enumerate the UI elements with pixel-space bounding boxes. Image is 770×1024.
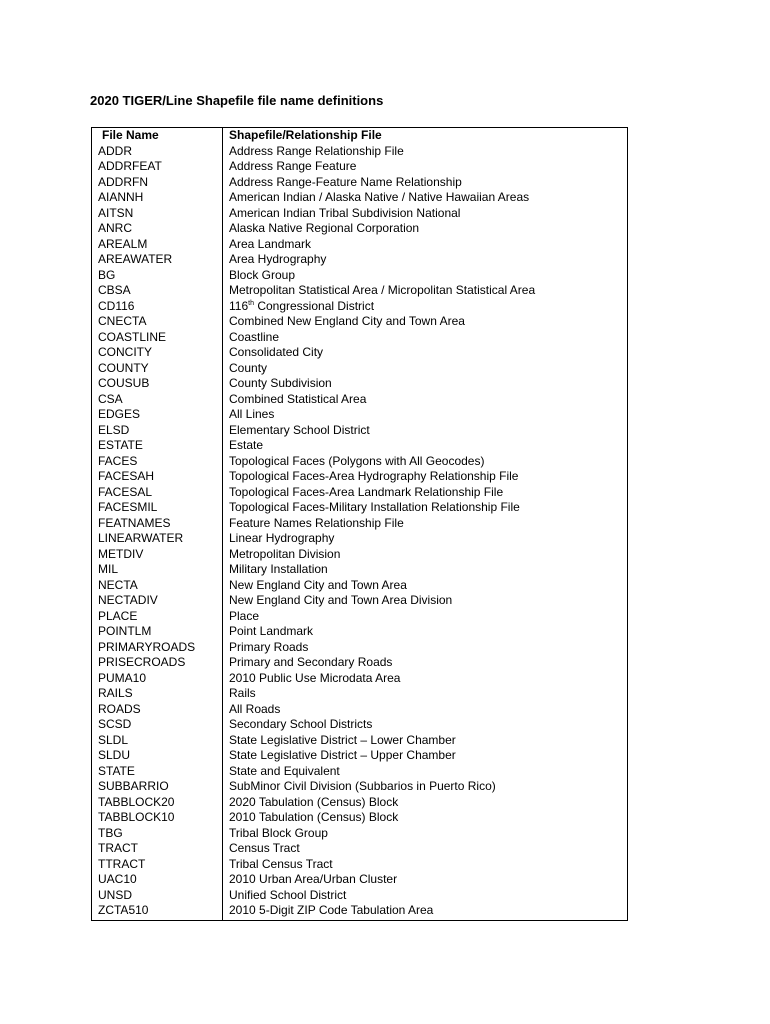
header-shapefile: Shapefile/Relationship File bbox=[229, 128, 382, 142]
description-cell: Tribal Block Group bbox=[229, 825, 328, 840]
description-cell: Metropolitan Division bbox=[229, 546, 341, 561]
file-name-cell: AIANNH bbox=[92, 190, 223, 206]
description-cell: 2010 Urban Area/Urban Cluster bbox=[229, 872, 398, 886]
description-cell: American Indian / Alaska Native / Native Hawaiian Areas bbox=[229, 190, 530, 204]
table-row bbox=[92, 221, 628, 237]
file-name-cell: UNSD bbox=[92, 888, 223, 904]
table-row bbox=[92, 175, 628, 191]
file-name-cell: COUSUB bbox=[92, 376, 223, 392]
table-row bbox=[92, 810, 628, 826]
description-cell: All Roads bbox=[229, 701, 281, 716]
description-cell: State and Equivalent bbox=[229, 763, 340, 778]
file-name-cell: FACESAH bbox=[92, 469, 223, 485]
description-cell: Tribal Census Tract bbox=[229, 856, 333, 871]
file-name-cell: SLDL bbox=[92, 733, 223, 749]
table-row bbox=[92, 872, 628, 888]
file-name-cell: UAC10 bbox=[92, 872, 223, 888]
description-cell: State Legislative District – Upper Chamber bbox=[229, 748, 456, 762]
table-row bbox=[92, 454, 628, 470]
table-row bbox=[92, 624, 628, 640]
table-row bbox=[92, 609, 628, 625]
table-row bbox=[92, 655, 628, 671]
file-name-cell: ADDRFN bbox=[92, 175, 223, 191]
description-cell: Area Landmark bbox=[229, 236, 312, 251]
description-cell: Combined Statistical Area bbox=[229, 391, 367, 406]
file-name-cell: AITSN bbox=[92, 206, 223, 222]
table-row bbox=[92, 237, 628, 253]
description-cell: Rails bbox=[229, 686, 256, 700]
file-name-cell: TABBLOCK10 bbox=[92, 810, 223, 826]
table-row bbox=[92, 314, 628, 330]
table-row bbox=[92, 407, 628, 423]
file-name-cell: PUMA10 bbox=[92, 671, 223, 687]
description-cell: Coastline bbox=[229, 329, 280, 344]
table-row bbox=[92, 159, 628, 175]
description-cell: SubMinor Civil Division (Subbarios in Puerto Rico) bbox=[229, 779, 496, 793]
file-name-cell: EDGES bbox=[92, 407, 223, 423]
file-name-cell: TRACT bbox=[92, 841, 223, 857]
file-name-cell: MIL bbox=[92, 562, 223, 578]
table-row bbox=[92, 841, 628, 857]
description-cell bbox=[223, 299, 628, 315]
file-name-cell: LINEARWATER bbox=[92, 531, 223, 547]
description-cell: County bbox=[229, 360, 268, 375]
file-name-cell: COASTLINE bbox=[92, 330, 223, 346]
description-cell: 2010 Tabulation (Census) Block bbox=[229, 810, 399, 824]
table-row bbox=[92, 438, 628, 454]
file-name-cell: COUNTY bbox=[92, 361, 223, 377]
description-cell: County Subdivision bbox=[229, 376, 332, 390]
description-cell: New England City and Town Area bbox=[229, 577, 407, 592]
file-name-cell: NECTADIV bbox=[92, 593, 223, 609]
description-cell: Topological Faces-Area Hydrography Relationship File bbox=[229, 469, 519, 483]
description-cell: Place bbox=[229, 608, 260, 623]
table-row bbox=[92, 500, 628, 516]
file-name-cell: TABBLOCK20 bbox=[92, 795, 223, 811]
description-cell: 2010 Public Use Microdata Area bbox=[229, 670, 401, 685]
file-name-cell: SLDU bbox=[92, 748, 223, 764]
table-row bbox=[92, 268, 628, 284]
table-row bbox=[92, 485, 628, 501]
table-row bbox=[92, 144, 628, 160]
description-cell: Linear Hydrography bbox=[229, 531, 335, 545]
description-cell: New England City and Town Area Division bbox=[229, 593, 453, 607]
file-name-cell: ZCTA510 bbox=[92, 903, 223, 920]
table-row bbox=[92, 206, 628, 222]
file-name-cell: CD116 bbox=[92, 299, 223, 315]
description-cell: Topological Faces-Military Installation Relationship File bbox=[229, 500, 520, 514]
file-name-cell: TBG bbox=[92, 826, 223, 842]
description-cell: Unified School District bbox=[229, 887, 347, 902]
description-cell: Address Range Relationship File bbox=[229, 143, 404, 158]
document-title: 2020 TIGER/Line Shapefile file name definitions bbox=[90, 93, 384, 108]
file-name-cell: ANRC bbox=[92, 221, 223, 237]
table-row bbox=[92, 562, 628, 578]
description-cell: Feature Names Relationship File bbox=[229, 515, 404, 530]
table-row bbox=[92, 299, 628, 315]
description-cell: 2010 5-Digit ZIP Code Tabulation Area bbox=[229, 903, 434, 917]
table-row bbox=[92, 795, 628, 811]
description-cell: Elementary School District bbox=[229, 422, 370, 437]
table-row bbox=[92, 593, 628, 609]
description-cell: Address Range Feature bbox=[229, 159, 357, 173]
file-name-cell: POINTLM bbox=[92, 624, 223, 640]
description-cell: Estate bbox=[229, 438, 264, 452]
table-row bbox=[92, 345, 628, 361]
description-cell: Consolidated City bbox=[229, 345, 324, 359]
header-file-name: File Name bbox=[92, 128, 223, 144]
table-row bbox=[92, 578, 628, 594]
file-name-cell: RAILS bbox=[92, 686, 223, 702]
table-row bbox=[92, 376, 628, 392]
file-name-cell: ESTATE bbox=[92, 438, 223, 454]
file-name-cell: CNECTA bbox=[92, 314, 223, 330]
file-name-cell: ROADS bbox=[92, 702, 223, 718]
table-row bbox=[92, 283, 628, 299]
file-name-cell: AREAWATER bbox=[92, 252, 223, 268]
file-name-cell: AREALM bbox=[92, 237, 223, 253]
file-name-cell: ADDRFEAT bbox=[92, 159, 223, 175]
description-cell: Combined New England City and Town Area bbox=[229, 314, 465, 328]
table-row bbox=[92, 671, 628, 687]
description-text-rest: Congressional District bbox=[253, 298, 375, 313]
description-cell: Secondary School Districts bbox=[229, 717, 373, 731]
table-row bbox=[92, 857, 628, 873]
table-body bbox=[92, 144, 628, 921]
file-name-cell: NECTA bbox=[92, 578, 223, 594]
description-cell: State Legislative District – Lower Chamber bbox=[229, 732, 456, 747]
file-name-cell: BG bbox=[92, 268, 223, 284]
table-header-row bbox=[92, 128, 628, 144]
table-row bbox=[92, 547, 628, 563]
ordinal-superscript: th bbox=[248, 299, 254, 307]
description-text: 116 bbox=[229, 298, 249, 313]
file-name-cell: CONCITY bbox=[92, 345, 223, 361]
file-name-cell: FEATNAMES bbox=[92, 516, 223, 532]
description-cell: Primary Roads bbox=[229, 639, 309, 654]
table-row bbox=[92, 686, 628, 702]
file-name-cell: CBSA bbox=[92, 283, 223, 299]
definitions-table bbox=[91, 127, 628, 921]
table-row bbox=[92, 764, 628, 780]
description-cell: Military Installation bbox=[229, 562, 328, 576]
table-row bbox=[92, 330, 628, 346]
file-name-cell: ADDR bbox=[92, 144, 223, 160]
file-name-cell: FACESAL bbox=[92, 485, 223, 501]
description-cell: Metropolitan Statistical Area / Micropolitan Statistical Area bbox=[229, 283, 536, 297]
description-cell: Primary and Secondary Roads bbox=[229, 655, 393, 669]
description-cell: Block Group bbox=[229, 267, 296, 282]
table-row bbox=[92, 779, 628, 795]
file-name-cell: ELSD bbox=[92, 423, 223, 439]
description-cell: Address Range-Feature Name Relationship bbox=[229, 174, 462, 189]
table-row bbox=[92, 717, 628, 733]
file-name-cell: FACESMIL bbox=[92, 500, 223, 516]
file-name-cell: SCSD bbox=[92, 717, 223, 733]
table-row bbox=[92, 190, 628, 206]
description-cell: Alaska Native Regional Corporation bbox=[229, 221, 420, 235]
file-name-cell: CSA bbox=[92, 392, 223, 408]
table-row bbox=[92, 252, 628, 268]
file-name-cell: TTRACT bbox=[92, 857, 223, 873]
table-row bbox=[92, 423, 628, 439]
table-row bbox=[92, 702, 628, 718]
table-row bbox=[92, 361, 628, 377]
table-row bbox=[92, 640, 628, 656]
file-name-cell: PRISECROADS bbox=[92, 655, 223, 671]
description-cell: American Indian Tribal Subdivision National bbox=[229, 205, 461, 220]
file-name-cell: METDIV bbox=[92, 547, 223, 563]
description-cell: 2020 Tabulation (Census) Block bbox=[229, 794, 399, 809]
file-name-cell: PLACE bbox=[92, 609, 223, 625]
file-name-cell: SUBBARRIO bbox=[92, 779, 223, 795]
table-row bbox=[92, 826, 628, 842]
table-row bbox=[92, 903, 628, 920]
description-cell: Point Landmark bbox=[229, 624, 314, 638]
table-row bbox=[92, 516, 628, 532]
description-cell: Topological Faces-Area Landmark Relationship File bbox=[229, 484, 504, 499]
description-cell: Census Tract bbox=[229, 841, 300, 855]
table-row bbox=[92, 392, 628, 408]
table-row bbox=[92, 531, 628, 547]
table-row bbox=[92, 469, 628, 485]
file-name-cell: PRIMARYROADS bbox=[92, 640, 223, 656]
table-row bbox=[92, 733, 628, 749]
table-row bbox=[92, 748, 628, 764]
description-cell: Topological Faces (Polygons with All Geocodes) bbox=[229, 453, 485, 468]
file-name-cell: STATE bbox=[92, 764, 223, 780]
description-cell: Area Hydrography bbox=[229, 252, 327, 266]
table-row bbox=[92, 888, 628, 904]
description-cell: All Lines bbox=[229, 407, 275, 421]
file-name-cell: FACES bbox=[92, 454, 223, 470]
